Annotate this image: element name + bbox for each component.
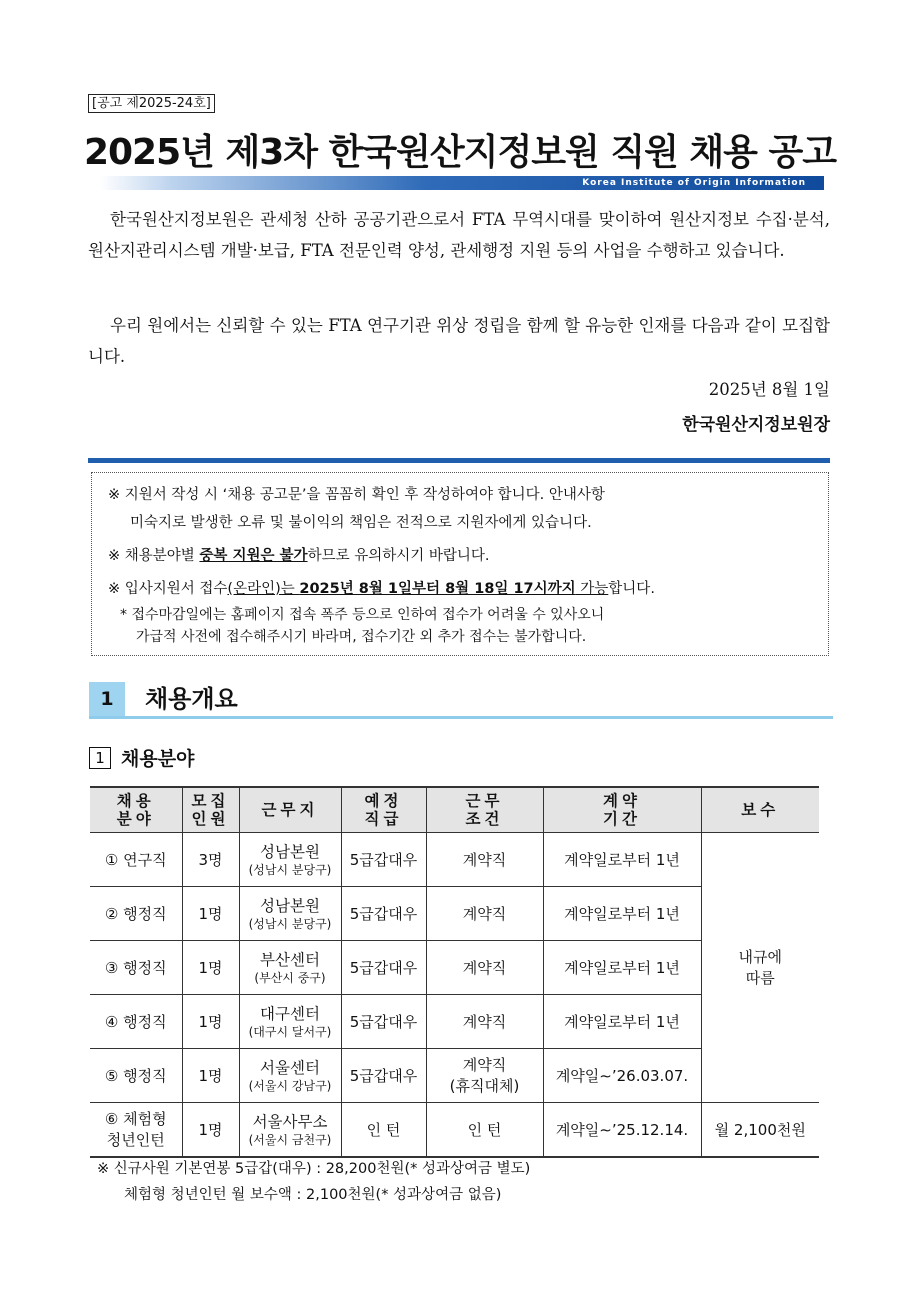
cell-period: 계약일로부터 1년 — [543, 833, 701, 887]
notice-number: [공고 제2025-24호] — [88, 94, 215, 113]
notice-3-sub-2: 가급적 사전에 접수해주시기 바라며, 접수기간 외 추가 접수는 불가합니다. — [136, 629, 587, 645]
intro-paragraph-2: 우리 원에서는 신뢰할 수 있는 FTA 연구기관 위상 정립을 함께 할 유능한 인재를 다음과 같이 모집합니다. — [88, 316, 830, 366]
header-condition: 근무 조건 — [426, 787, 543, 833]
notice-box — [91, 472, 829, 656]
cell-pay-merged: 내규에 따름 — [701, 833, 819, 1103]
cell-field: ⑥ 체험형 청년인턴 — [90, 1103, 182, 1158]
cell-count: 1명 — [182, 1103, 239, 1158]
table-row — [90, 833, 819, 887]
header-pay: 보수 — [701, 787, 819, 833]
cell-condition: 계약직 — [426, 995, 543, 1049]
section-underline — [89, 716, 833, 719]
cell-period: 계약일로부터 1년 — [543, 887, 701, 941]
intro-paragraph-1: 한국원산지정보원은 관세청 산하 공공기관으로서 FTA 무역시대를 맞이하여 원산지정보 수집·분석, 원산지관리시스템 개발·보급, FTA 전문인력 양성, 관세행정 지원 등의 사업을 수행하고 있습니다. — [88, 210, 830, 260]
header-location: 근무지 — [239, 787, 341, 833]
notice-2: ※ 채용분야별 중복 지원은 불가하므로 유의하시기 바랍니다. — [108, 548, 490, 564]
cell-field: ③ 행정직 — [90, 941, 182, 995]
cell-condition: 인 턴 — [426, 1103, 543, 1158]
notice-3-sub-1: * 접수마감일에는 홈페이지 접속 폭주 등으로 인하여 접수가 어려울 수 있사오니 — [120, 607, 605, 623]
cell-count: 1명 — [182, 887, 239, 941]
title-banner-bar — [100, 176, 824, 190]
subsection-title: 채용분야 — [121, 748, 195, 770]
subsection-heading — [89, 744, 194, 774]
subsection-number: 1 — [89, 747, 111, 769]
cell-condition: 계약직 (휴직대체) — [426, 1049, 543, 1103]
cell-condition: 계약직 — [426, 887, 543, 941]
cell-grade: 5급갑대우 — [341, 995, 426, 1049]
cell-period: 계약일∼’25.12.14. — [543, 1103, 701, 1158]
header-count: 모집 인원 — [182, 787, 239, 833]
table-row — [90, 1103, 819, 1158]
cell-field: ⑤ 행정직 — [90, 1049, 182, 1103]
recruitment-table — [90, 786, 819, 1158]
cell-count: 1명 — [182, 941, 239, 995]
cell-field: ④ 행정직 — [90, 995, 182, 1049]
cell-condition: 계약직 — [426, 833, 543, 887]
cell-grade: 5급갑대우 — [341, 1049, 426, 1103]
notice-2-emphasis: 중복 지원은 불가 — [199, 548, 308, 564]
banner-english-name: Korea Institute of Origin Information — [582, 178, 806, 188]
cell-grade: 인 턴 — [341, 1103, 426, 1158]
cell-grade: 5급갑대우 — [341, 833, 426, 887]
section-title: 채용개요 — [145, 685, 238, 713]
footnote-2: 체험형 청년인턴 월 보수액 : 2,100천원(* 성과상여금 없음) — [124, 1187, 502, 1203]
cell-period: 계약일∼’26.03.07. — [543, 1049, 701, 1103]
cell-period: 계약일로부터 1년 — [543, 941, 701, 995]
header-grade: 예정 직급 — [341, 787, 426, 833]
cell-condition: 계약직 — [426, 941, 543, 995]
header-period: 계약 기간 — [543, 787, 701, 833]
cell-location: 성남본원 (성남시 분당구) — [239, 887, 341, 941]
footnote-1: ※ 신규사원 기본연봉 5급갑(대우) : 28,200천원(* 성과상여금 별도) — [97, 1161, 531, 1177]
notice-3-emphasis: 2025년 8월 1일부터 8월 18일 17시까지 — [299, 581, 576, 597]
cell-count: 1명 — [182, 995, 239, 1049]
cell-location: 서울센터 (서울시 강남구) — [239, 1049, 341, 1103]
announcement-date: 2025년 8월 1일 — [708, 380, 830, 399]
page-title: 2025년 제3차 한국원산지정보원 직원 채용 공고 — [83, 132, 837, 173]
cell-location: 성남본원 (성남시 분당구) — [239, 833, 341, 887]
cell-field: ① 연구직 — [90, 833, 182, 887]
cell-field: ② 행정직 — [90, 887, 182, 941]
cell-count: 1명 — [182, 1049, 239, 1103]
cell-count: 3명 — [182, 833, 239, 887]
cell-location: 대구센터 (대구시 달서구) — [239, 995, 341, 1049]
cell-location: 서울사무소 (서울시 금천구) — [239, 1103, 341, 1158]
cell-grade: 5급갑대우 — [341, 941, 426, 995]
cell-grade: 5급갑대우 — [341, 887, 426, 941]
section-divider — [88, 458, 830, 463]
section-number: 1 — [89, 682, 125, 716]
notice-1-line-2: 미숙지로 발생한 오류 및 불이익의 책임은 전적으로 지원자에게 있습니다. — [130, 515, 592, 531]
header-field: 채용 분야 — [90, 787, 182, 833]
cell-location: 부산센터 (부산시 중구) — [239, 941, 341, 995]
cell-pay: 월 2,100천원 — [701, 1103, 819, 1158]
cell-period: 계약일로부터 1년 — [543, 995, 701, 1049]
issuer-name: 한국원산지정보원장 — [682, 415, 830, 435]
section-heading — [89, 680, 833, 720]
notice-1-line-1: ※ 지원서 작성 시 ‘채용 공고문’을 꼼꼼히 확인 후 작성하여야 합니다. 안내사항 — [108, 487, 605, 503]
table-header-row — [90, 787, 819, 833]
notice-3: ※ 입사지원서 접수(온라인)는 2025년 8월 1일부터 8월 18일 17시까지 가능합니다. — [108, 581, 655, 597]
